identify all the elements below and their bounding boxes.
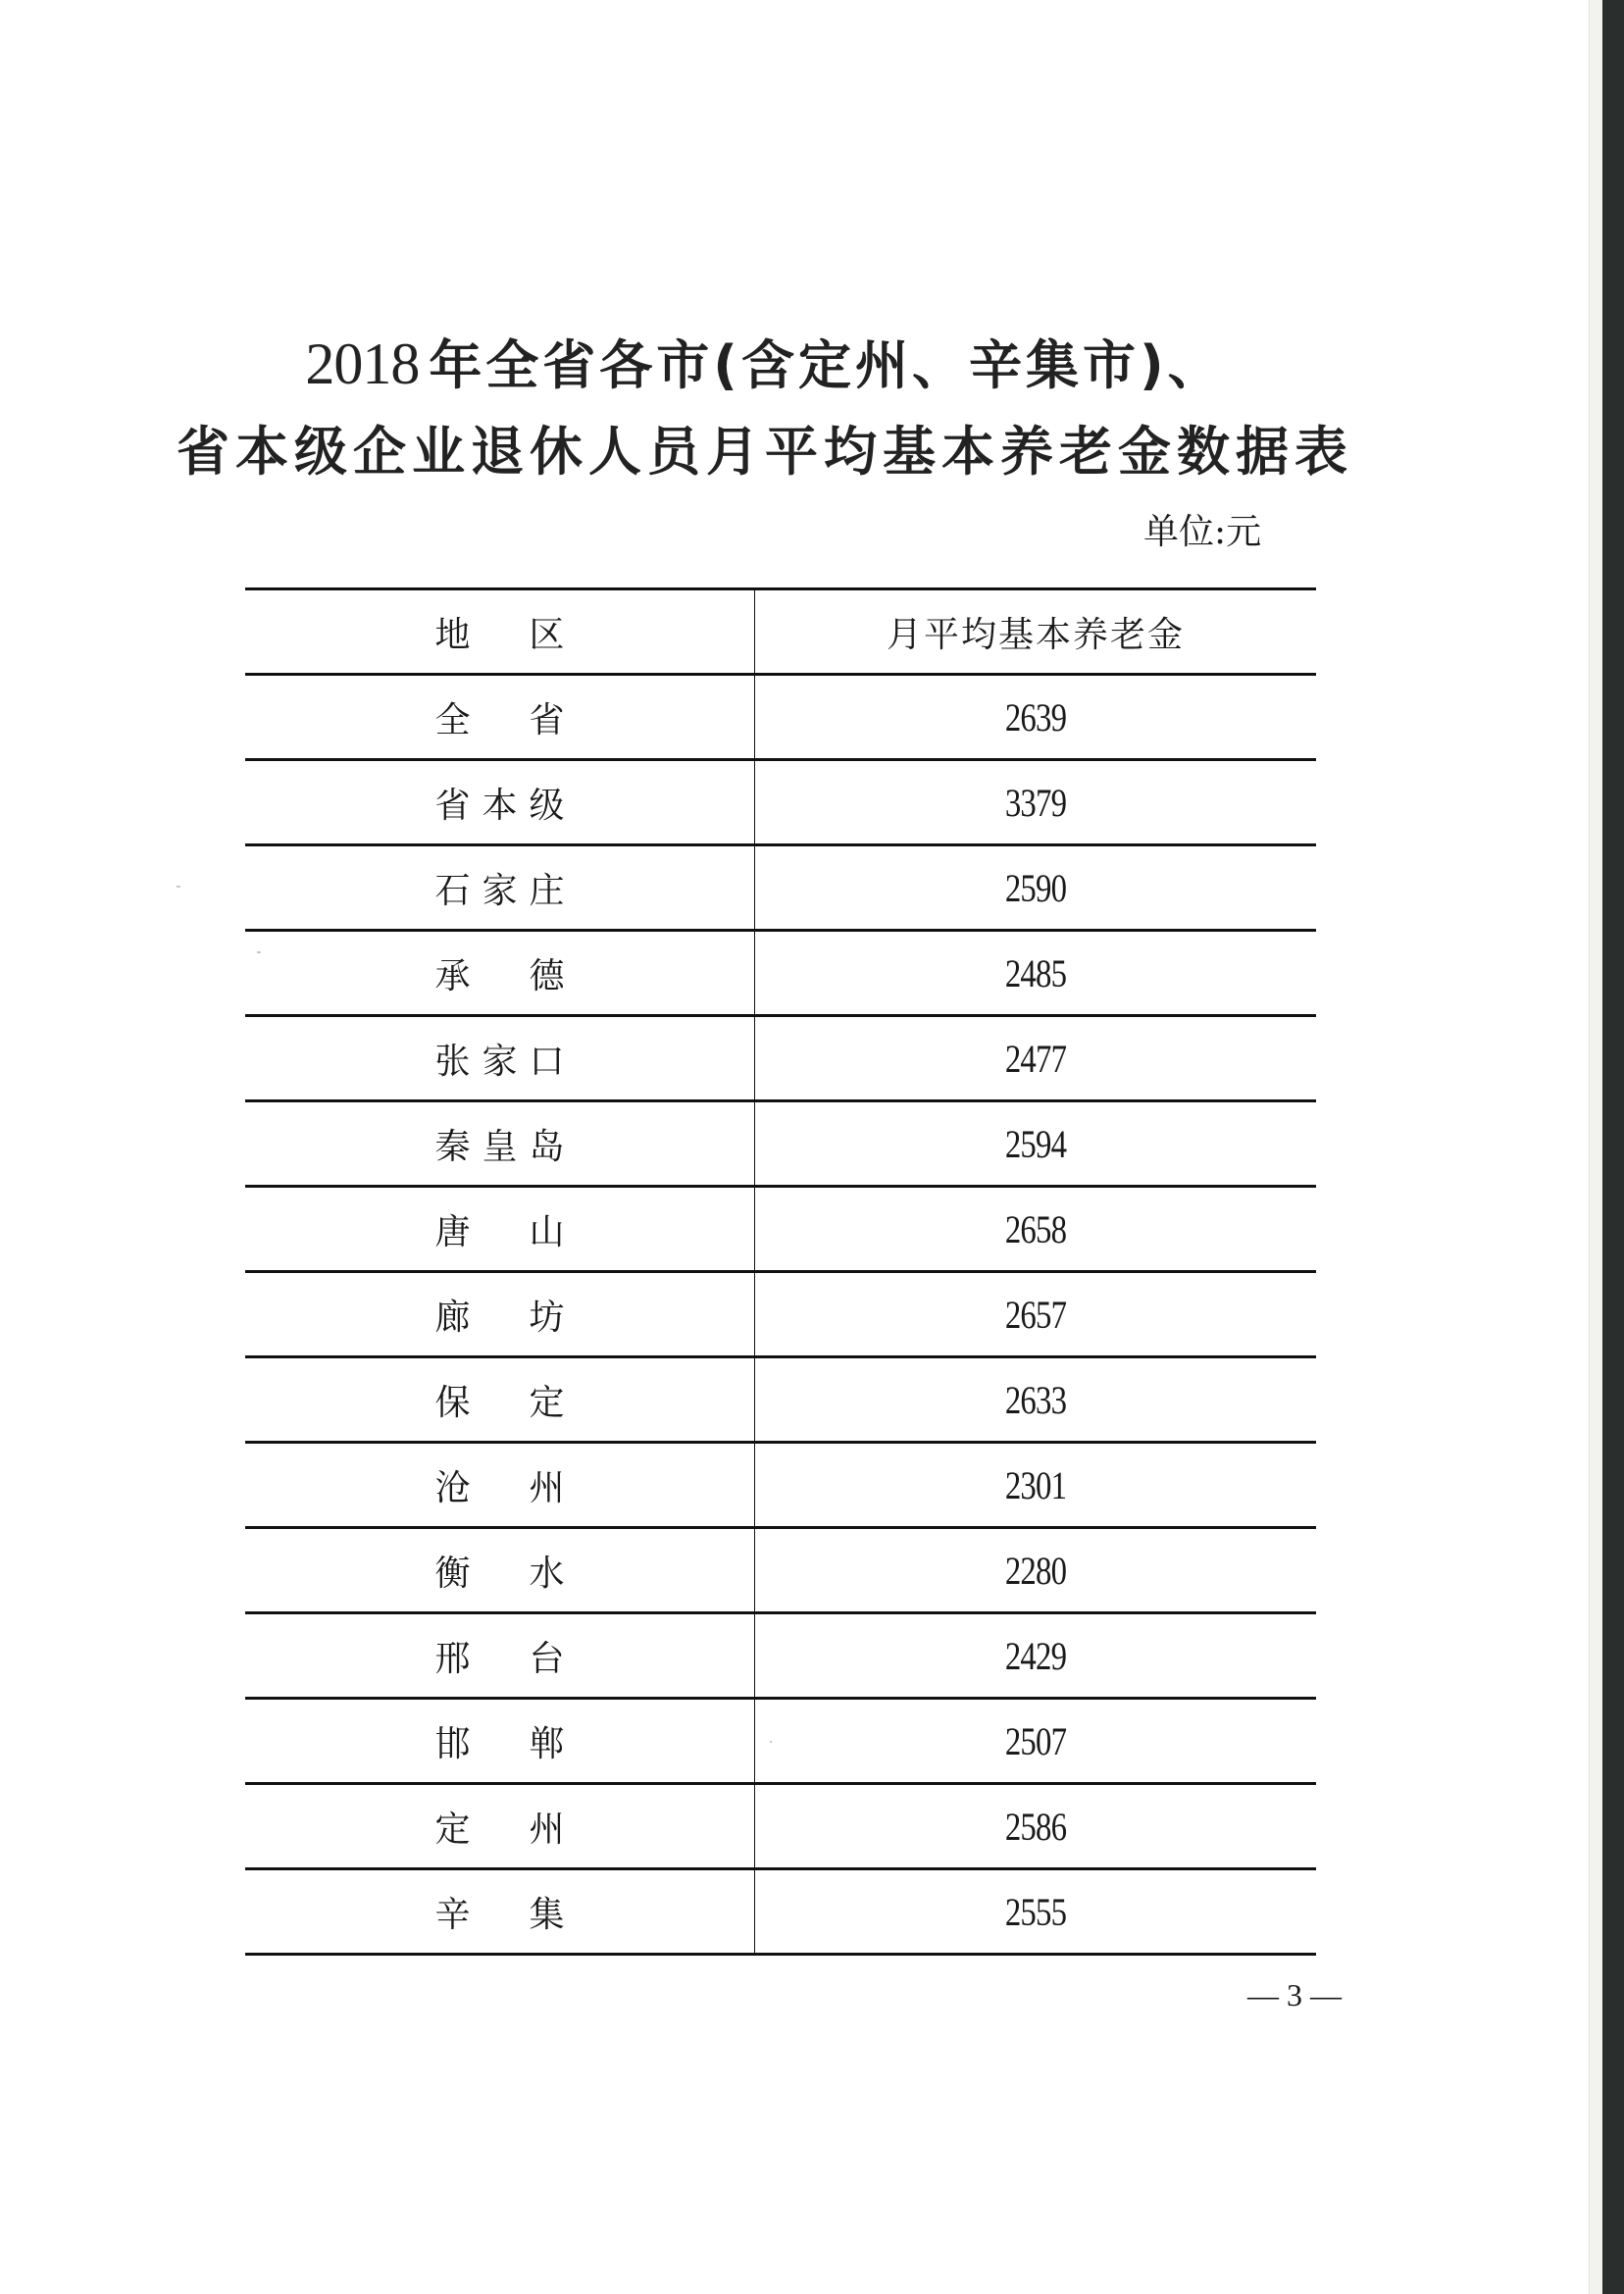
pension-value-cell <box>755 1784 1317 1869</box>
region-name: 全 省 <box>434 699 565 740</box>
region-cell <box>245 931 755 1016</box>
region-cell <box>245 1272 755 1357</box>
region-name: 衡 水 <box>434 1553 565 1594</box>
pension-value-cell <box>755 1613 1317 1699</box>
pension-value-cell <box>755 1016 1317 1101</box>
region-cell <box>245 1869 755 1955</box>
region-cell <box>245 1101 755 1187</box>
table-row <box>245 1869 1316 1955</box>
pension-value-cell <box>755 675 1317 760</box>
pension-value-cell <box>755 760 1317 845</box>
table-row <box>245 1357 1316 1443</box>
pension-value: 2429 <box>1004 1633 1067 1678</box>
title-year: 2018 <box>305 331 420 396</box>
region-cell <box>245 1187 755 1272</box>
region-cell <box>245 1528 755 1613</box>
pension-value-cell <box>755 1528 1317 1613</box>
table-header-row <box>245 589 1316 675</box>
pension-value: 2633 <box>1004 1377 1067 1422</box>
region-name: 邯 郸 <box>434 1723 565 1764</box>
header-value-label: 月平均基本养老金 <box>886 614 1185 655</box>
page-number: — 3 — <box>1247 1977 1342 2013</box>
scan-dark-edge <box>1602 0 1624 2294</box>
unit-label: 单位:元 <box>1143 512 1262 552</box>
pension-value-cell <box>755 1443 1317 1528</box>
pension-value: 2485 <box>1004 950 1067 995</box>
table-row <box>245 760 1316 845</box>
header-region <box>245 589 755 675</box>
pension-value: 3379 <box>1004 780 1067 825</box>
table-row <box>245 1016 1316 1101</box>
pension-data-table <box>245 587 1316 1956</box>
pension-value: 2280 <box>1004 1548 1067 1593</box>
region-cell <box>245 1357 755 1443</box>
pension-value: 2594 <box>1004 1121 1067 1166</box>
table-row <box>245 1101 1316 1187</box>
document-title-line-1 <box>0 324 1530 399</box>
region-name: 省本级 <box>434 785 565 826</box>
region-name: 邢 台 <box>434 1638 565 1679</box>
pension-value: 2639 <box>1004 694 1067 739</box>
table-row <box>245 931 1316 1016</box>
table-row <box>245 845 1316 931</box>
pension-value-cell <box>755 1272 1317 1357</box>
region-name: 沧 州 <box>434 1467 565 1508</box>
table-row <box>245 1784 1316 1869</box>
region-name: 保 定 <box>434 1382 565 1423</box>
region-name: 辛 集 <box>434 1894 565 1935</box>
pension-value: 2555 <box>1004 1889 1067 1934</box>
pension-value: 2507 <box>1004 1718 1067 1763</box>
region-cell <box>245 1613 755 1699</box>
table-row <box>245 1699 1316 1784</box>
pension-value-cell <box>755 931 1317 1016</box>
pension-value-cell <box>755 1187 1317 1272</box>
pension-value: 2477 <box>1004 1036 1067 1081</box>
document-title-line-2: 省本级企业退休人员月平均基本养老金数据表 <box>177 421 1353 483</box>
pension-value: 2301 <box>1004 1462 1067 1507</box>
title-line-1-text: 年全省各市(含定州、辛集市)、 <box>429 334 1225 396</box>
region-cell <box>245 760 755 845</box>
table-row <box>245 1187 1316 1272</box>
region-name: 承 德 <box>434 955 565 996</box>
region-cell <box>245 1699 755 1784</box>
region-cell <box>245 1016 755 1101</box>
region-name: 石家庄 <box>434 870 565 911</box>
header-region-label: 地 区 <box>434 614 565 655</box>
table-row <box>245 1528 1316 1613</box>
pension-value-cell <box>755 1869 1317 1955</box>
table-row <box>245 675 1316 760</box>
table-body <box>245 675 1316 1955</box>
scan-speck <box>177 886 180 888</box>
region-name: 张家口 <box>434 1041 565 1082</box>
pension-value-cell <box>755 1699 1317 1784</box>
region-cell <box>245 1443 755 1528</box>
pension-value: 2658 <box>1004 1206 1067 1251</box>
region-cell <box>245 1784 755 1869</box>
table-row <box>245 1272 1316 1357</box>
pension-value-cell <box>755 1357 1317 1443</box>
pension-value: 2657 <box>1004 1292 1067 1337</box>
header-value <box>755 589 1317 675</box>
region-cell <box>245 675 755 760</box>
pension-value-cell <box>755 1101 1317 1187</box>
table-row <box>245 1613 1316 1699</box>
region-name: 秦皇岛 <box>434 1126 565 1167</box>
scan-margin-strip <box>1589 0 1603 2294</box>
region-name: 唐 山 <box>434 1211 565 1252</box>
region-name: 定 州 <box>434 1809 565 1850</box>
pension-value-cell <box>755 845 1317 931</box>
region-name: 廊 坊 <box>434 1297 565 1338</box>
pension-value: 2590 <box>1004 865 1067 910</box>
region-cell <box>245 845 755 931</box>
table-row <box>245 1443 1316 1528</box>
pension-value: 2586 <box>1004 1804 1067 1849</box>
